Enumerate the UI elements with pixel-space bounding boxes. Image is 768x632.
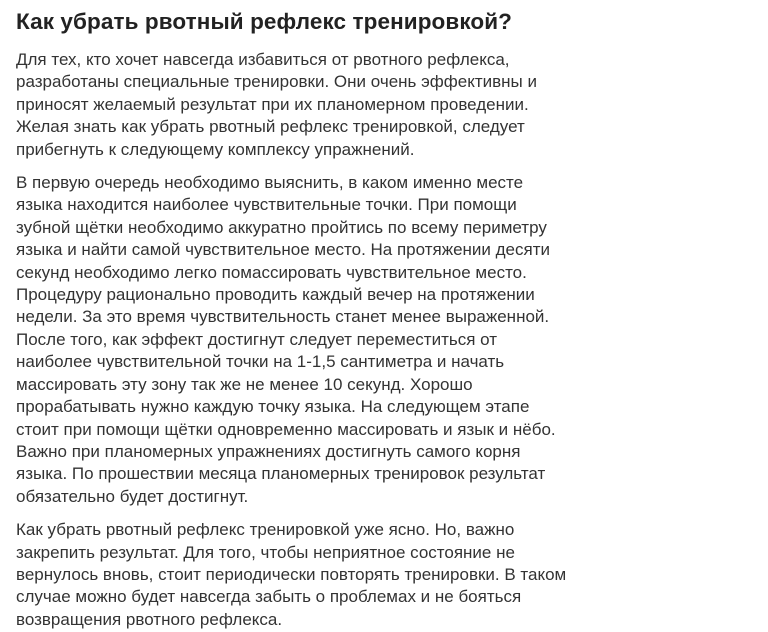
paragraph-line: массировать эту зону так же не менее 10 секунд. Хорошо [16, 374, 473, 394]
paragraph-line: наиболее чувствительной точки на 1-1,5 сантиметра и начать [16, 352, 505, 372]
paragraph-line: прорабатывать нужно каждую точку языка. На следующем этапе [16, 397, 530, 417]
paragraph-line: Желая знать как убрать рвотный рефлекс тренировкой, следует [16, 117, 525, 137]
paragraph-line: Важно при планомерных упражнениях достигнуть самого корня [16, 441, 521, 461]
paragraph-line: После того, как эффект достигнут следует переместиться от [16, 329, 498, 349]
paragraph-line: языка находится наиболее чувствительные точки. При помощи [16, 195, 517, 215]
paragraph-instructions [16, 172, 756, 508]
paragraph-line: разработаны специальные тренировки. Они очень эффективны и [16, 72, 537, 92]
paragraph-line: недели. За это время чувствительность станет менее выраженной. [16, 307, 550, 327]
paragraph-line: языка и найти самой чувствительное место. На протяжении десяти [16, 240, 550, 260]
paragraph-line: обязательно будет достигнут. [16, 486, 249, 506]
paragraph-conclusion [16, 519, 756, 631]
paragraph-line: Как убрать рвотный рефлекс тренировкой уже ясно. Но, важно [16, 520, 515, 540]
paragraph-line: В первую очередь необходимо выяснить, в каком именно месте [16, 173, 524, 193]
paragraph-line: стоит при помощи щётки одновременно массировать и язык и нёбо. [16, 419, 556, 439]
article-title: Как убрать рвотный рефлекс тренировкой? [16, 9, 512, 34]
paragraph-line: закрепить результат. Для того, чтобы неприятное состояние не [16, 542, 515, 562]
article [16, 0, 756, 631]
paragraph-line: зубной щётки необходимо аккуратно пройтись по всему периметру [16, 217, 547, 237]
paragraph-line: вернулось вновь, стоит периодически повторять тренировки. В таком [16, 564, 567, 584]
paragraph-line: приносят желаемый результат при их планомерном проведении. [16, 94, 529, 114]
paragraph-line: секунд необходимо легко помассировать чувствительное место. [16, 262, 527, 282]
paragraph-intro [16, 49, 756, 161]
paragraph-line: возвращения рвотного рефлекса. [16, 609, 283, 629]
paragraph-line: языка. По прошествии месяца планомерных тренировок результат [16, 464, 546, 484]
paragraph-line: Процедуру рационально проводить каждый вечер на протяжении [16, 285, 535, 305]
paragraph-line: Для тех, кто хочет навсегда избавиться от рвотного рефлекса, [16, 50, 510, 69]
paragraph-line: прибегнуть к следующему комплексу упражнений. [16, 139, 415, 159]
paragraph-line: случае можно будет навсегда забыть о проблемах и не бояться [16, 587, 522, 607]
